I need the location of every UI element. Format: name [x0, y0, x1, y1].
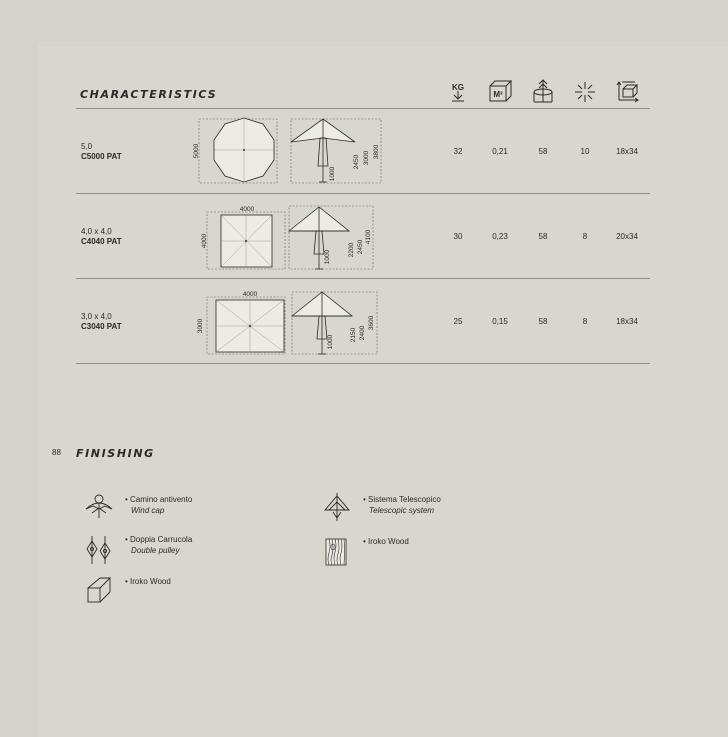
pole-value: 58	[538, 147, 548, 156]
volume-value: 0,21	[492, 147, 508, 156]
table-row	[81, 142, 122, 162]
table-divider	[76, 278, 650, 279]
product-size: 4,0 x 4,0	[81, 227, 112, 236]
dim-width: 5000	[193, 143, 200, 159]
volume-value: 0,23	[492, 232, 508, 241]
dim-h4: 3800	[373, 144, 380, 160]
dim-h4: 3600	[368, 315, 375, 331]
finishing-name-en: Double pulley	[131, 546, 180, 555]
volume-m3-icon	[488, 80, 512, 102]
list-item: • Doppia Carrucola Double pulley	[125, 535, 193, 555]
dim-side: 3000	[197, 318, 204, 334]
list-item: • Sistema Telescopico Telescopic system	[363, 495, 441, 515]
volume-value: 0,15	[492, 317, 508, 326]
pole-value: 58	[538, 232, 548, 241]
umbrella-diagram-square	[196, 202, 386, 274]
table-row	[81, 227, 122, 247]
dim-h2: 2150	[350, 327, 357, 343]
product-size: 3,0 x 4,0	[81, 312, 112, 321]
dim-h2: 2450	[353, 154, 360, 170]
weight-value: 32	[453, 147, 463, 156]
packing-value: 18x34	[616, 147, 638, 156]
iroko-wood-grain-icon	[324, 537, 348, 567]
list-item: • Iroko Wood	[363, 537, 409, 546]
ribs-value: 8	[582, 317, 588, 326]
finishing-name-en: Telescopic system	[369, 506, 435, 515]
product-code: C5000 PAT	[81, 152, 122, 161]
telescopic-system-icon	[323, 492, 351, 522]
product-code: C3040 PAT	[81, 322, 122, 331]
weight-kg-icon	[449, 80, 467, 102]
product-size: 5,0	[81, 142, 93, 151]
pole-value: 58	[538, 317, 548, 326]
ribs-value: 10	[580, 147, 590, 156]
dim-h1: 1000	[324, 249, 331, 265]
weight-value: 25	[453, 317, 463, 326]
table-divider	[76, 193, 650, 194]
table-row	[81, 312, 122, 332]
page-number: 88	[52, 448, 61, 457]
dim-h1: 1000	[327, 334, 334, 350]
packing-value: 20x34	[616, 232, 638, 241]
umbrella-diagram-rectangle	[193, 287, 388, 359]
finishing-name-it: Camino antivento	[130, 495, 193, 504]
dim-h4: 4100	[365, 229, 372, 245]
umbrella-diagram-round	[190, 114, 390, 189]
pole-diameter-icon	[532, 79, 554, 103]
packing-value: 18x34	[616, 317, 638, 326]
dim-side: 4000	[201, 233, 208, 249]
double-pulley-icon	[85, 535, 113, 565]
dim-h2: 2200	[348, 242, 355, 258]
kg-label: KG	[452, 83, 464, 92]
dim-top: 4000	[242, 291, 258, 298]
finishing-name-it: Doppia Carrucola	[130, 535, 193, 544]
list-item: • Camino antivento Wind cap	[125, 495, 193, 515]
weight-value: 30	[453, 232, 463, 241]
dim-h3: 2400	[359, 325, 366, 341]
table-divider	[76, 108, 650, 109]
finishing-name-it: Iroko Wood	[368, 537, 409, 546]
characteristics-title: CHARACTERISTICS	[80, 88, 218, 101]
list-item: • Iroko Wood	[125, 577, 171, 586]
dim-h3: 3000	[363, 150, 370, 166]
iroko-wood-block-icon	[86, 576, 112, 604]
finishing-name-it: Sistema Telescopico	[368, 495, 441, 504]
finishing-name-it: Iroko Wood	[130, 577, 171, 586]
ribs-icon	[574, 81, 596, 103]
finishing-name-en: Wind cap	[131, 506, 165, 515]
ribs-value: 8	[582, 232, 588, 241]
product-code: C4040 PAT	[81, 237, 122, 246]
dim-top: 4000	[239, 206, 255, 213]
finishing-title: FINISHING	[76, 447, 155, 460]
m3-label: M³	[493, 90, 503, 99]
wind-cap-icon	[84, 493, 114, 519]
dim-h3: 2450	[357, 239, 364, 255]
packing-dimensions-icon	[616, 80, 640, 104]
dim-h1: 1000	[329, 166, 336, 182]
table-divider	[76, 363, 650, 364]
